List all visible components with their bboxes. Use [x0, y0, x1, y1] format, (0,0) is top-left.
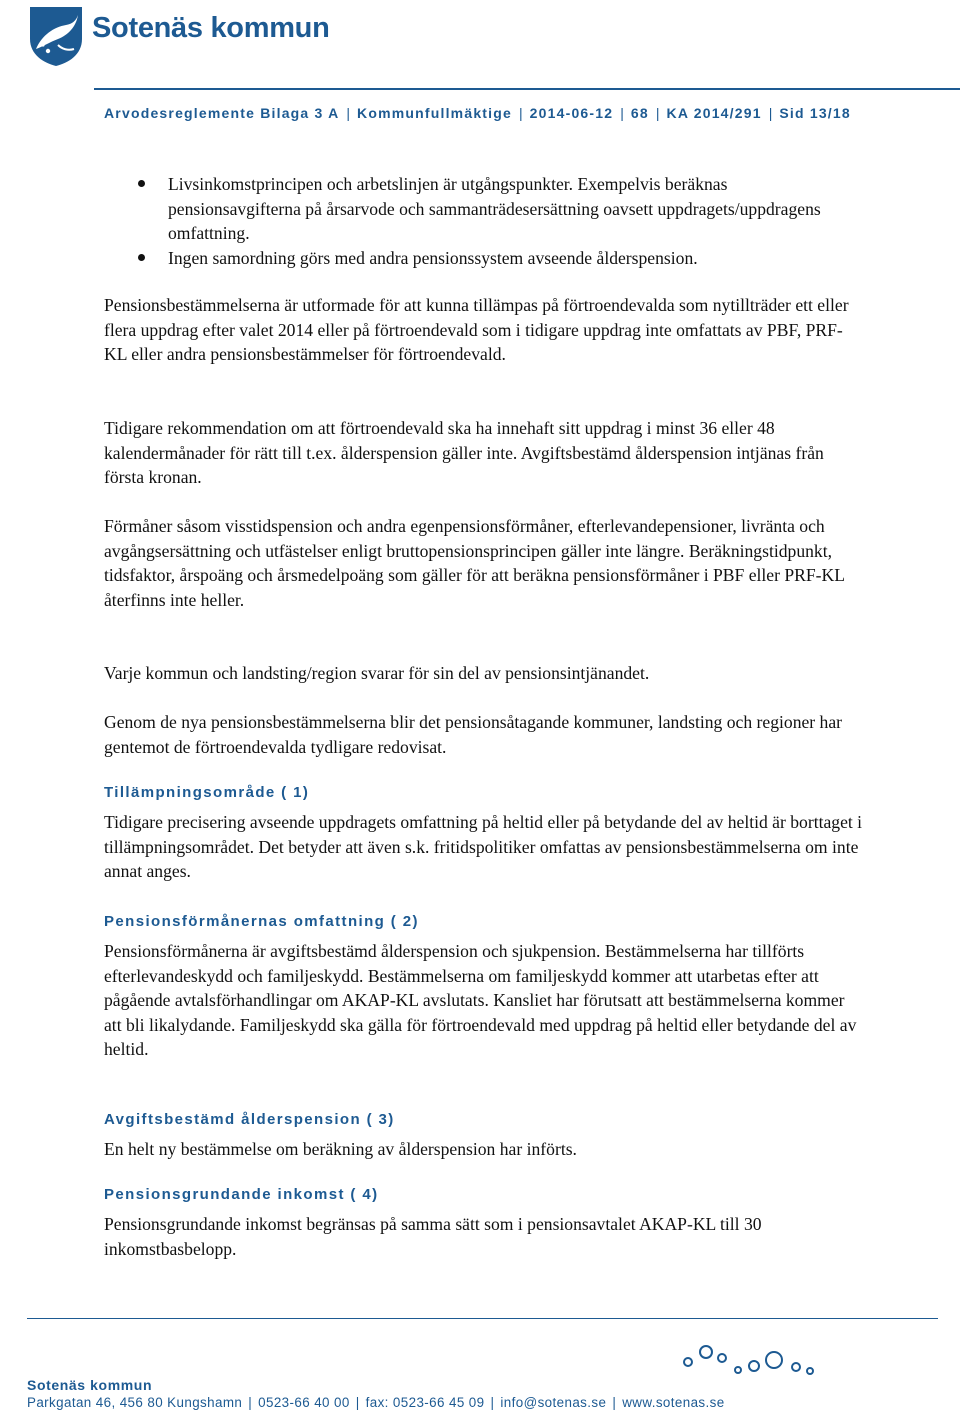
section-text: En helt ny bestämmelse om beräkning av ålderspension har införts. — [104, 1139, 577, 1159]
footer-address: Parkgatan 46, 456 80 Kungshamn — [27, 1395, 243, 1410]
bullet-list — [104, 172, 844, 270]
document-reference: Arvodesreglemente Bilaga 3 A | Kommunfullmäktige | 2014-06-12 | 68 | KA 2014/291 | Sid 13/18 — [104, 105, 851, 121]
footer-contact: Parkgatan 46, 456 80 Kungshamn | 0523-66 40 00 | fax: 0523-66 45 09 | info@sotenas.se | www.sotenas.se — [27, 1395, 725, 1410]
logo-text: Sotenäs kommun — [92, 12, 330, 44]
paragraph-benefits: Förmåner såsom visstidspension och andra egenpensionsförmåner, efterlevandepensioner, livränta och avgångsersättning och utfästelser enligt bruttopensionsprincipen gäller inte längre. Beräkningstidpunkt, tidsfaktor, årspoäng och årsmedelpoäng som gäller för att beräkna pensionsförmåner i PBF eller PRF-KL återfinns inte heller. — [104, 516, 845, 610]
section-text: Pensionsförmånerna är avgiftsbestämd ålderspension och sjukpension. Bestämmelserna har tillförts efterlevandeskydd och familjeskydd. Bestämmelserna om familjeskydd kommer att utarbetas efter att pågående avtalsförhandlingar om AKAP-KL avslutats. Kansliet har förutsatt att bestämmelserna kommer att bli likalydande. Familjeskydd ska gälla för förtroendevald med uppdrag på heltid eller betydande del av heltid. — [104, 941, 857, 1060]
bullet-icon — [138, 254, 145, 261]
footer-email-link[interactable]: info@sotenas.se — [500, 1395, 607, 1410]
section-heading: Pensionsförmånernas omfattning ( 2) — [104, 913, 419, 930]
ref-case-number: KA 2014/291 — [666, 105, 762, 121]
header-divider — [94, 88, 960, 90]
section-text: Pensionsgrundande inkomst begränsas på samma sätt som i pensionsavtalet AKAP-KL till 30 inkomstbasbelopp. — [104, 1214, 762, 1259]
paragraph-previous-recommendation: Tidigare rekommendation om att förtroendevald ska ha innehaft sitt uppdrag i minst 36 eller 48 kalendermånader för rätt till t.ex. ålderspension gäller inte. Avgiftsbestämd ålderspension intjänas från första kronan. — [104, 418, 824, 488]
ref-paragraph: 68 — [630, 105, 649, 121]
ref-date: 2014-06-12 — [529, 105, 614, 121]
section-heading: Pensionsgrundande inkomst ( 4) — [104, 1186, 379, 1203]
section-heading: Tillämpningsområde ( 1) — [104, 784, 310, 801]
footer-fax: fax: 0523-66 45 09 — [365, 1395, 485, 1410]
paragraph-pension-rules: Pensionsbestämmelserna är utformade för att kunna tillämpas på förtroendevalda som nytillträder ett eller flera uppdrag efter valet 2014 eller på förtroendevald som i tidigare uppdrag inte omfattats av PBF, PRF-KL eller andra pensionsbestämmelser för förtroendevald. — [104, 295, 849, 365]
paragraph-responsibility: Varje kommun och landsting/region svarar för sin del av pensionsintjänandet. — [104, 663, 650, 683]
footer-divider — [27, 1318, 938, 1319]
page-header — [0, 0, 960, 121]
bubbles-decoration-icon — [680, 1340, 820, 1376]
footer-website-link[interactable]: www.sotenas.se — [622, 1395, 725, 1410]
paragraph-commitment: Genom de nya pensionsbestämmelserna blir det pensionsåtagande kommuner, landsting och regioner har gentemot de förtroendevalda tydligare redovisat. — [104, 712, 843, 757]
ref-page-number: Sid 13/18 — [779, 105, 851, 121]
sotenas-coat-of-arms-icon — [28, 5, 84, 67]
list-item: Livsinkomstprincipen och arbetslinjen är utgångspunkter. Exempelvis beräknas pensionsavgifterna på årsarvode och sammanträdesersättning oavsett uppdragets/uppdragens omfattning. — [104, 172, 844, 246]
ref-document-title: Arvodesreglemente Bilaga 3 A — [104, 105, 340, 121]
footer-phone: 0523-66 40 00 — [258, 1395, 350, 1410]
ref-body: Kommunfullmäktige — [357, 105, 512, 121]
list-item: Ingen samordning görs med andra pensionssystem avseende ålderspension. — [104, 246, 844, 271]
section-text: Tidigare precisering avseende uppdragets omfattning på heltid eller på betydande del av heltid är borttaget i tillämpningsområdet. Det betyder att även s.k. fritidspolitiker omfattas av pensionsbestämmelserna om inte annat anges. — [104, 812, 863, 882]
section-heading: Avgiftsbestämd ålderspension ( 3) — [104, 1111, 395, 1128]
footer-organization: Sotenäs kommun — [27, 1377, 153, 1393]
bullet-icon — [138, 180, 145, 187]
